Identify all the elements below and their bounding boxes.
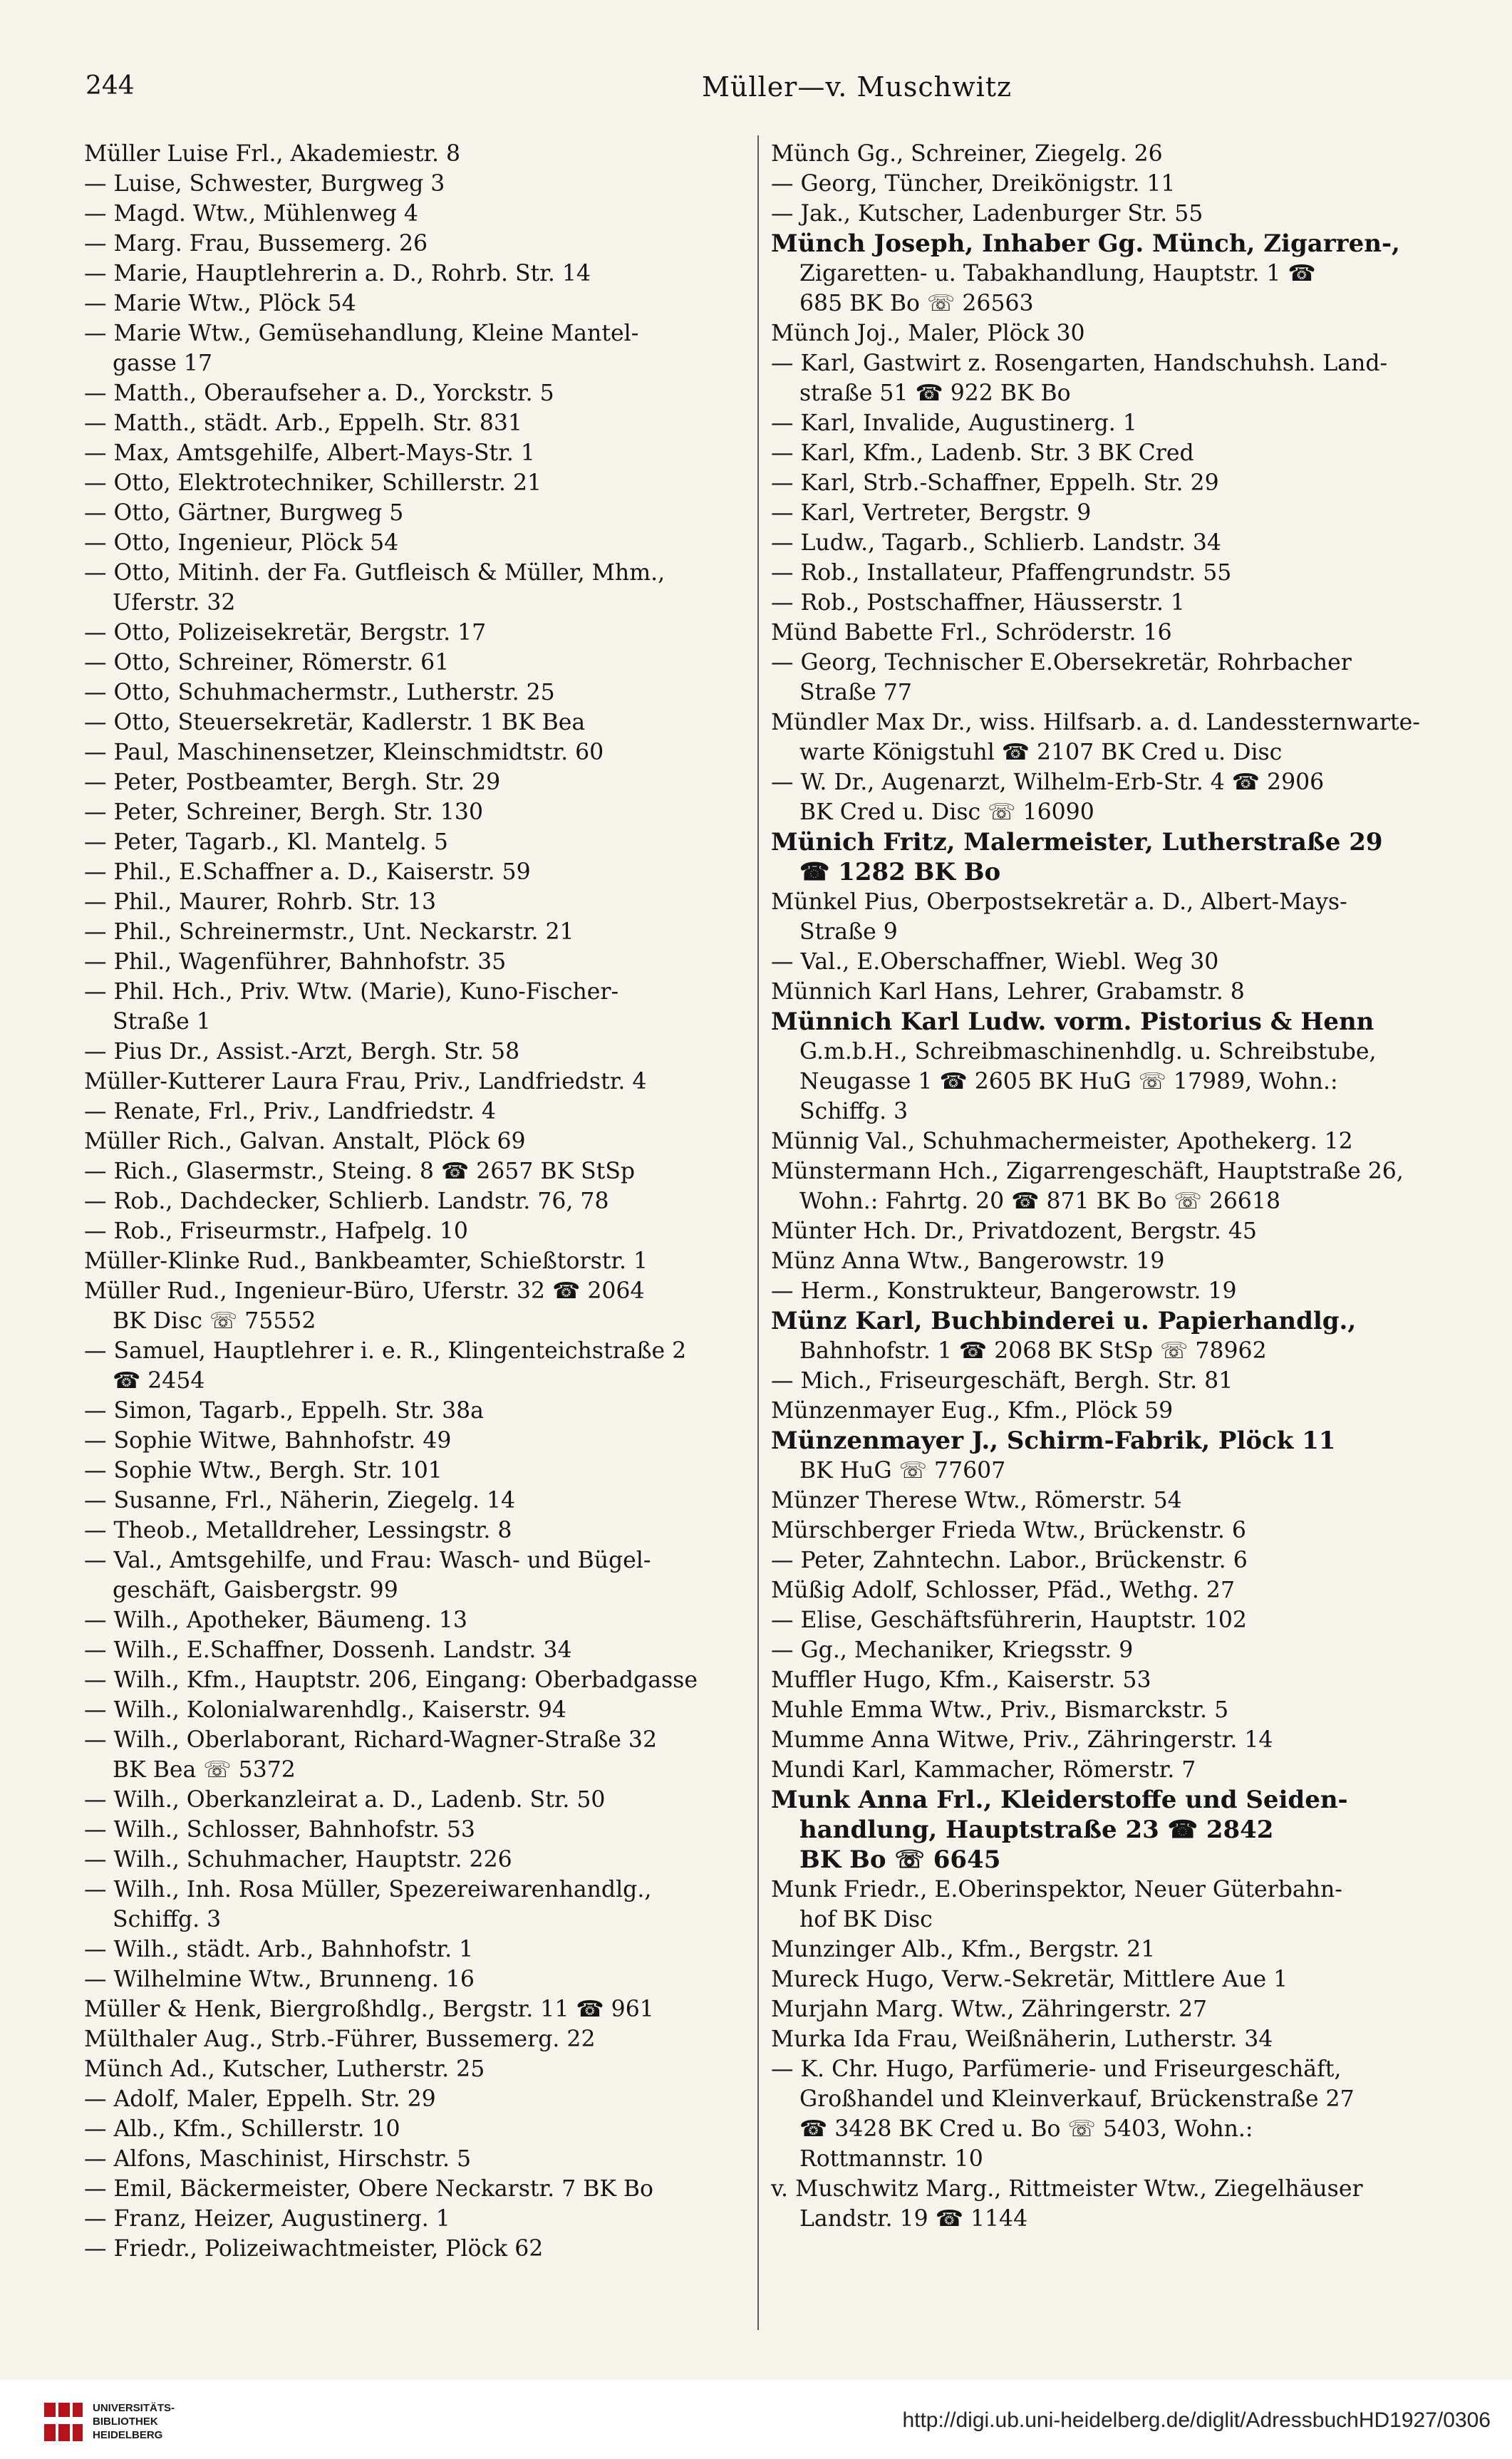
directory-entry: — Sophie Wtw., Bergh. Str. 101 <box>84 1458 442 1484</box>
directory-entry: Münter Hch. Dr., Privatdozent, Bergstr. 45 <box>771 1218 1257 1244</box>
directory-entry: BK Cred u. Disc ☏ 16090 <box>799 799 1094 825</box>
directory-entry: hof BK Disc <box>799 1907 933 1932</box>
directory-entry: — Rob., Installateur, Pfaffengrundstr. 55 <box>771 560 1232 586</box>
directory-entry: — Simon, Tagarb., Eppelh. Str. 38a <box>84 1398 484 1424</box>
directory-entry: Murka Ida Frau, Weißnäherin, Lutherstr. 34 <box>771 2026 1273 2052</box>
directory-entry: gasse 17 <box>113 351 213 376</box>
directory-entry: Mürschberger Frieda Wtw., Brückenstr. 6 <box>771 1518 1246 1543</box>
directory-entry: — Rob., Postschaffner, Häusserstr. 1 <box>771 590 1185 616</box>
directory-entry: — Magd. Wtw., Mühlenweg 4 <box>84 201 418 227</box>
directory-entry: Mureck Hugo, Verw.-Sekretär, Mittlere Aue 1 <box>771 1967 1288 1992</box>
directory-entry: — Alfons, Maschinist, Hirschstr. 5 <box>84 2146 472 2172</box>
directory-entry: — Wilh., Oberlaborant, Richard-Wagner-Straße 32 <box>84 1727 658 1753</box>
left-column <box>84 139 747 2264</box>
directory-entry: — Franz, Heizer, Augustinerg. 1 <box>84 2206 450 2232</box>
directory-entry: — Phil., Maurer, Rohrb. Str. 13 <box>84 889 436 915</box>
directory-entry: — Wilhelmine Wtw., Brunneng. 16 <box>84 1967 475 1992</box>
directory-entry: — Rich., Glasermstr., Steing. 8 ☎ 2657 BK StSp <box>84 1159 636 1184</box>
directory-entry: — Karl, Kfm., Ladenb. Str. 3 BK Cred <box>771 440 1194 466</box>
running-title: Müller—v. Muschwitz <box>702 71 1013 103</box>
directory-entry: Bahnhofstr. 1 ☎ 2068 BK StSp ☏ 78962 <box>799 1338 1267 1364</box>
directory-entry: Münch Joseph, Inhaber Gg. Münch, Zigarren-, <box>771 229 1400 258</box>
directory-entry: Münch Ad., Kutscher, Lutherstr. 25 <box>84 2056 485 2082</box>
directory-entry: — Adolf, Maler, Eppelh. Str. 29 <box>84 2086 436 2112</box>
right-column <box>771 139 1430 2234</box>
directory-entry: — Theob., Metalldreher, Lessingstr. 8 <box>84 1518 512 1543</box>
library-name-line3: HEIDELBERG <box>93 2429 163 2441</box>
directory-entry: Straße 9 <box>799 919 898 945</box>
directory-entry: — Otto, Elektrotechniker, Schillerstr. 21 <box>84 470 542 496</box>
directory-entry: — Renate, Frl., Priv., Landfriedstr. 4 <box>84 1099 496 1124</box>
directory-entry: — Karl, Strb.-Schaffner, Eppelh. Str. 29 <box>771 470 1219 496</box>
directory-entry: BK Disc ☏ 75552 <box>113 1308 316 1334</box>
directory-entry: Mumme Anna Witwe, Priv., Zähringerstr. 14 <box>771 1727 1273 1753</box>
directory-entry: Münnich Karl Hans, Lehrer, Grabamstr. 8 <box>771 979 1245 1005</box>
directory-entry: Münz Anna Wtw., Bangerowstr. 19 <box>771 1248 1165 1274</box>
directory-entry: — K. Chr. Hugo, Parfümerie- und Friseurgeschäft, <box>771 2056 1342 2082</box>
directory-entry: — Max, Amtsgehilfe, Albert-Mays-Str. 1 <box>84 440 535 466</box>
directory-entry: G.m.b.H., Schreibmaschinenhdlg. u. Schreibstube, <box>799 1039 1377 1065</box>
directory-entry: Müller-Kutterer Laura Frau, Priv., Landfriedstr. 4 <box>84 1069 647 1094</box>
directory-entry: — Phil. Hch., Priv. Wtw. (Marie), Kuno-Fischer- <box>84 979 619 1005</box>
directory-entry: — Georg, Technischer E.Obersekretär, Rohrbacher <box>771 650 1352 675</box>
page-number: 244 <box>86 71 135 100</box>
directory-entry: — Phil., E.Schaffner a. D., Kaiserstr. 59 <box>84 859 531 885</box>
directory-entry: — Otto, Gärtner, Burgweg 5 <box>84 500 404 526</box>
directory-entry: BK Bo ☏ 6645 <box>799 1845 1001 1874</box>
directory-entry: — Elise, Geschäftsführerin, Hauptstr. 102 <box>771 1608 1247 1633</box>
directory-entry: ☎ 1282 BK Bo <box>799 858 1001 886</box>
directory-entry: — Phil., Schreinermstr., Unt. Neckarstr. 21 <box>84 919 574 945</box>
directory-entry: — Otto, Ingenieur, Plöck 54 <box>84 530 399 556</box>
directory-entry: — Rob., Dachdecker, Schlierb. Landstr. 76, 78 <box>84 1189 609 1214</box>
directory-entry: — Otto, Polizeisekretär, Bergstr. 17 <box>84 620 487 646</box>
directory-entry: Münzenmayer Eug., Kfm., Plöck 59 <box>771 1398 1174 1424</box>
directory-entry: — Samuel, Hauptlehrer i. e. R., Klingenteichstraße 2 <box>84 1338 687 1364</box>
directory-entry: — Marie Wtw., Plöck 54 <box>84 291 356 316</box>
directory-entry: Münz Karl, Buchbinderei u. Papierhandlg., <box>771 1307 1357 1335</box>
directory-entry: — Peter, Zahntechn. Labor., Brückenstr. 6 <box>771 1548 1248 1573</box>
directory-entry: geschäft, Gaisbergstr. 99 <box>113 1578 398 1603</box>
directory-entry: Münzenmayer J., Schirm-Fabrik, Plöck 11 <box>771 1427 1336 1455</box>
directory-entry: — Phil., Wagenführer, Bahnhofstr. 35 <box>84 949 507 975</box>
directory-entry: — Peter, Tagarb., Kl. Mantelg. 5 <box>84 829 448 855</box>
directory-entry: v. Muschwitz Marg., Rittmeister Wtw., Ziegelhäuser <box>771 2176 1363 2202</box>
directory-entry: Schiffg. 3 <box>799 1099 908 1124</box>
directory-entry: — Ludw., Tagarb., Schlierb. Landstr. 34 <box>771 530 1221 556</box>
directory-entry: — Wilh., Kolonialwarenhdlg., Kaiserstr. 94 <box>84 1697 566 1723</box>
directory-entry: — Val., E.Oberschaffner, Wiebl. Weg 30 <box>771 949 1219 975</box>
directory-entry: Munk Anna Frl., Kleiderstoffe und Seiden- <box>771 1786 1348 1814</box>
directory-entry: Muffler Hugo, Kfm., Kaiserstr. 53 <box>771 1667 1151 1693</box>
directory-entry: Müller Rich., Galvan. Anstalt, Plöck 69 <box>84 1129 526 1154</box>
directory-entry: ☎ 3428 BK Cred u. Bo ☏ 5403, Wohn.: <box>799 2116 1253 2142</box>
directory-entry: — Otto, Steuersekretär, Kadlerstr. 1 BK Bea <box>84 710 586 735</box>
directory-entry: Schiffg. 3 <box>113 1907 222 1932</box>
directory-entry: Münnich Karl Ludw. vorm. Pistorius & Henn <box>771 1008 1374 1036</box>
directory-entry: Münnig Val., Schuhmachermeister, Apothekerg. 12 <box>771 1129 1353 1154</box>
directory-entry: Rottmannstr. 10 <box>799 2146 983 2172</box>
directory-entry: — Wilh., städt. Arb., Bahnhofstr. 1 <box>84 1937 474 1962</box>
directory-entry: Munzinger Alb., Kfm., Bergstr. 21 <box>771 1937 1156 1962</box>
directory-entry: Müller Luise Frl., Akademiestr. 8 <box>84 141 461 167</box>
directory-entry: — Matth., städt. Arb., Eppelh. Str. 831 <box>84 410 522 436</box>
directory-entry: — Karl, Vertreter, Bergstr. 9 <box>771 500 1092 526</box>
page-header <box>82 66 1422 108</box>
directory-entry: — Val., Amtsgehilfe, und Frau: Wasch- und Bügel- <box>84 1548 651 1573</box>
directory-entry: Zigaretten- u. Tabakhandlung, Hauptstr. 1 ☎ <box>799 261 1316 286</box>
directory-entry: — Otto, Mitinh. der Fa. Gutfleisch & Müller, Mhm., <box>84 560 666 586</box>
directory-entry: — Wilh., E.Schaffner, Dossenh. Landstr. 34 <box>84 1637 572 1663</box>
directory-entry: — Wilh., Schlosser, Bahnhofstr. 53 <box>84 1817 475 1843</box>
footer <box>0 2380 1512 2459</box>
directory-entry: — Otto, Schreiner, Römerstr. 61 <box>84 650 450 675</box>
directory-entry: ☎ 2454 <box>113 1368 205 1394</box>
directory-entry: — Friedr., Polizeiwachtmeister, Plöck 62 <box>84 2236 544 2262</box>
library-name-line1: UNIVERSITÄTS- <box>93 2402 175 2414</box>
directory-entry: straße 51 ☎ 922 BK Bo <box>799 381 1071 406</box>
directory-entry: — Mich., Friseurgeschäft, Bergh. Str. 81 <box>771 1368 1233 1394</box>
directory-entry: — Susanne, Frl., Näherin, Ziegelg. 14 <box>84 1488 516 1513</box>
directory-entry: Muhle Emma Wtw., Priv., Bismarckstr. 5 <box>771 1697 1229 1723</box>
directory-entry: Münkel Pius, Oberpostsekretär a. D., Albert-Mays- <box>771 889 1347 915</box>
directory-entry: Neugasse 1 ☎ 2605 BK HuG ☏ 17989, Wohn.: <box>799 1069 1338 1094</box>
directory-entry: — Matth., Oberaufseher a. D., Yorckstr. 5 <box>84 381 554 406</box>
directory-entry: — Paul, Maschinensetzer, Kleinschmidtstr. 60 <box>84 740 604 765</box>
directory-entry: Uferstr. 32 <box>113 590 236 616</box>
directory-entry: handlung, Hauptstraße 23 ☎ 2842 <box>799 1816 1274 1844</box>
directory-entry: — Marie Wtw., Gemüsehandlung, Kleine Mantel- <box>84 321 639 346</box>
directory-entry: Straße 1 <box>113 1009 211 1035</box>
directory-entry: — Jak., Kutscher, Ladenburger Str. 55 <box>771 201 1203 227</box>
directory-entry: — Alb., Kfm., Schillerstr. 10 <box>84 2116 400 2142</box>
directory-entry: — Pius Dr., Assist.-Arzt, Bergh. Str. 58 <box>84 1039 520 1065</box>
directory-entry: — Georg, Tüncher, Dreikönigstr. 11 <box>771 171 1176 197</box>
directory-entry: Wohn.: Fahrtg. 20 ☎ 871 BK Bo ☏ 26618 <box>799 1189 1281 1214</box>
directory-entry: — Rob., Friseurmstr., Hafpelg. 10 <box>84 1218 468 1244</box>
directory-entry: — Herm., Konstrukteur, Bangerowstr. 19 <box>771 1278 1237 1304</box>
source-url-link[interactable]: http://digi.ub.uni-heidelberg.de/diglit/AdressbuchHD1927/0306 <box>902 2408 1491 2432</box>
directory-entry: — Wilh., Kfm., Hauptstr. 206, Eingang: Oberbadgasse <box>84 1667 698 1693</box>
column-divider <box>757 135 759 2330</box>
directory-entry: — Karl, Gastwirt z. Rosengarten, Handschuhsh. Land- <box>771 351 1388 376</box>
directory-entry: — Marie, Hauptlehrerin a. D., Rohrb. Str. 14 <box>84 261 591 286</box>
library-name <box>93 2401 175 2442</box>
directory-entry: — Peter, Schreiner, Bergh. Str. 130 <box>84 799 484 825</box>
directory-entry: Münstermann Hch., Zigarrengeschäft, Hauptstraße 26, <box>771 1159 1404 1184</box>
directory-entry: — Marg. Frau, Bussemerg. 26 <box>84 231 428 257</box>
directory-entry: — W. Dr., Augenarzt, Wilhelm-Erb-Str. 4 ☎ 2906 <box>771 770 1325 795</box>
directory-entry: Mülthaler Aug., Strb.-Führer, Bussemerg. 22 <box>84 2026 596 2052</box>
directory-entry: Münzer Therese Wtw., Römerstr. 54 <box>771 1488 1182 1513</box>
directory-entry: — Wilh., Schuhmacher, Hauptstr. 226 <box>84 1847 512 1873</box>
directory-entry: Münch Gg., Schreiner, Ziegelg. 26 <box>771 141 1163 167</box>
directory-entry: — Emil, Bäckermeister, Obere Neckarstr. 7 BK Bo <box>84 2176 654 2202</box>
directory-entry: 685 BK Bo ☏ 26563 <box>799 291 1034 316</box>
directory-entry: Münich Fritz, Malermeister, Lutherstraße 29 <box>771 828 1383 856</box>
directory-entry: Münd Babette Frl., Schröderstr. 16 <box>771 620 1172 646</box>
directory-entry: Müßig Adolf, Schlosser, Pfäd., Wethg. 27 <box>771 1578 1235 1603</box>
directory-entry: — Wilh., Apotheker, Bäumeng. 13 <box>84 1608 467 1633</box>
directory-entry: Großhandel und Kleinverkauf, Brückenstraße 27 <box>799 2086 1355 2112</box>
directory-entry: Müller Rud., Ingenieur-Büro, Uferstr. 32 ☎ 2064 <box>84 1278 645 1304</box>
directory-entry: Mundi Karl, Kammacher, Römerstr. 7 <box>771 1757 1196 1783</box>
directory-entry: — Luise, Schwester, Burgweg 3 <box>84 171 445 197</box>
directory-entry: BK HuG ☏ 77607 <box>799 1458 1006 1484</box>
directory-entry: Murjahn Marg. Wtw., Zähringerstr. 27 <box>771 1997 1208 2022</box>
directory-entry: Müller & Henk, Biergroßhdlg., Bergstr. 11 ☎ 961 <box>84 1997 654 2022</box>
directory-entry: BK Bea ☏ 5372 <box>113 1757 296 1783</box>
directory-entry: Mündler Max Dr., wiss. Hilfsarb. a. d. Landessternwarte- <box>771 710 1420 735</box>
directory-entry: Munk Friedr., E.Oberinspektor, Neuer Güterbahn- <box>771 1877 1342 1903</box>
directory-entry: — Karl, Invalide, Augustinerg. 1 <box>771 410 1137 436</box>
directory-entry: — Wilh., Oberkanzleirat a. D., Ladenb. Str. 50 <box>84 1787 606 1813</box>
directory-entry: — Peter, Postbeamter, Bergh. Str. 29 <box>84 770 501 795</box>
directory-entry: Müller-Klinke Rud., Bankbeamter, Schießtorstr. 1 <box>84 1248 648 1274</box>
directory-entry: — Sophie Witwe, Bahnhofstr. 49 <box>84 1428 452 1454</box>
directory-entry: — Wilh., Inh. Rosa Müller, Spezereiwarenhandlg., <box>84 1877 652 1903</box>
directory-entry: warte Königstuhl ☎ 2107 BK Cred u. Disc <box>799 740 1283 765</box>
directory-entry: Münch Joj., Maler, Plöck 30 <box>771 321 1085 346</box>
directory-entry: — Otto, Schuhmachermstr., Lutherstr. 25 <box>84 680 555 705</box>
directory-entry: — Gg., Mechaniker, Kriegsstr. 9 <box>771 1637 1134 1663</box>
library-name-line2: BIBLIOTHEK <box>93 2416 158 2428</box>
directory-entry: Straße 77 <box>799 680 912 705</box>
directory-entry: Landstr. 19 ☎ 1144 <box>799 2206 1028 2232</box>
university-library-logo <box>41 2400 86 2444</box>
